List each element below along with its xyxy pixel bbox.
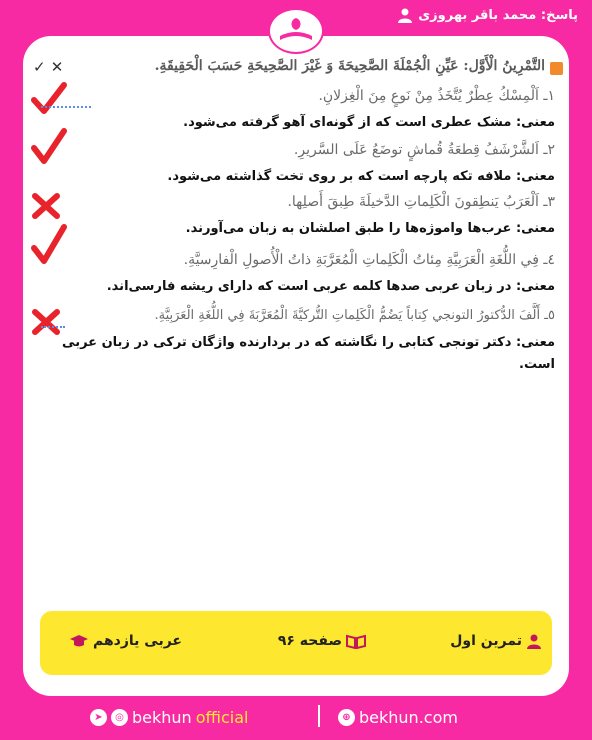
footer-subject <box>69 633 182 649</box>
persian-meaning: معنی: دکتر تونجی کتابی را نگاشته که در بردارنده واژگان ترکی در زبان عربی است. <box>62 335 555 372</box>
check-cross-legend: ✓ ✕ <box>33 58 64 76</box>
author-text: پاسخ: محمد باقر بهروزی <box>418 8 578 23</box>
persian-meaning: معنی: مشک عطری است که از گونه‌ای آهو گرفته می‌شود. <box>183 115 555 130</box>
arabic-sentence: ٢ـ اَلشَّرْشَفُ قِطعَةُ قُماشٍ توضَعُ عَلَى السَّريرِ. <box>293 142 555 158</box>
footer-page <box>278 633 366 649</box>
exercise-instruction: التَّمْرِينُ الْأَوَّل: عَيِّنِ الْجُمْلَةَ الصَّحِيحَةَ وَ غَيْرَ الصَّحِيحَةِ حَسَبَ الْحَقِيقَةِ. <box>154 58 545 74</box>
check-mark-icon <box>31 224 67 266</box>
exercise-header <box>23 58 569 80</box>
footer-exercise-label: تمرین اول <box>450 633 522 649</box>
graduation-cap-icon <box>69 634 89 649</box>
section-marker <box>550 62 563 75</box>
globe-icon: ⊕ <box>338 709 355 726</box>
persian-meaning: معنی: عرب‌ها واموژه‌ها را طبق اصلشان به زبان می‌آورند. <box>185 221 555 236</box>
social-instagram[interactable] <box>90 708 248 727</box>
footer-subject-label: عربی یازدهم <box>92 633 182 649</box>
handle-accent: official <box>195 708 249 727</box>
arabic-sentence: ١ـ اَلْمِسْكُ عِطْرٌ يُتَّخَذُ مِنْ نَوعٍ مِنَ الْغِزلانِ. <box>318 88 555 104</box>
social-divider <box>318 705 320 727</box>
persian-meaning: معنی: در زبان عربی صدها کلمه عربی است که دارای ریشه فارسی‌اند. <box>106 279 555 294</box>
arabic-sentence: ٥ـ أَلَّفَ الدُّكتورُ التونجي كِتاباً يَضُمُّ الْكَلِماتِ التُّركيَّةَ الْمُعَرَّبَةَ فِي اللُّغَةِ الْعَرَبِيَّةِ. <box>154 308 555 323</box>
arabic-sentence: ٣ـ اَلْعَرَبُ يَنطِقونَ الْكَلِماتِ الدَّخيلَةَ طِبقَ أَصلِها. <box>287 194 555 210</box>
telegram-icon: ➤ <box>90 709 107 726</box>
content-card <box>23 36 569 696</box>
dotted-line <box>41 326 65 328</box>
check-mark-icon <box>31 82 67 116</box>
arabic-sentence: ٤ـ فِي اللُّغَةِ الْعَرَبِيَّةِ مِئاتُ الْكَلِماتِ الْمُعَرَّبَةِ ذاتُ الْأُصولِ الْفارِسيَّةِ. <box>183 252 555 268</box>
dotted-line <box>41 106 91 108</box>
book-logo-icon <box>276 14 316 48</box>
social-website[interactable] <box>338 708 458 727</box>
persian-meaning: معنی: ملافه تکه پارچه است که بر روی تخت گذاشته می‌شود. <box>167 169 555 184</box>
logo-badge <box>268 8 324 54</box>
cross-mark-icon <box>31 192 61 220</box>
author-line <box>398 8 578 23</box>
website-text: bekhun.com <box>359 708 458 727</box>
student-icon <box>526 633 542 649</box>
footer-page-label: صفحه ۹۶ <box>277 633 342 649</box>
footer-bar <box>40 611 552 675</box>
open-book-icon <box>346 634 366 649</box>
user-icon <box>398 8 412 23</box>
check-mark-icon <box>31 128 67 166</box>
footer-exercise <box>450 633 542 649</box>
handle-prefix: bekhun <box>132 708 192 727</box>
instagram-icon: ◎ <box>111 709 128 726</box>
